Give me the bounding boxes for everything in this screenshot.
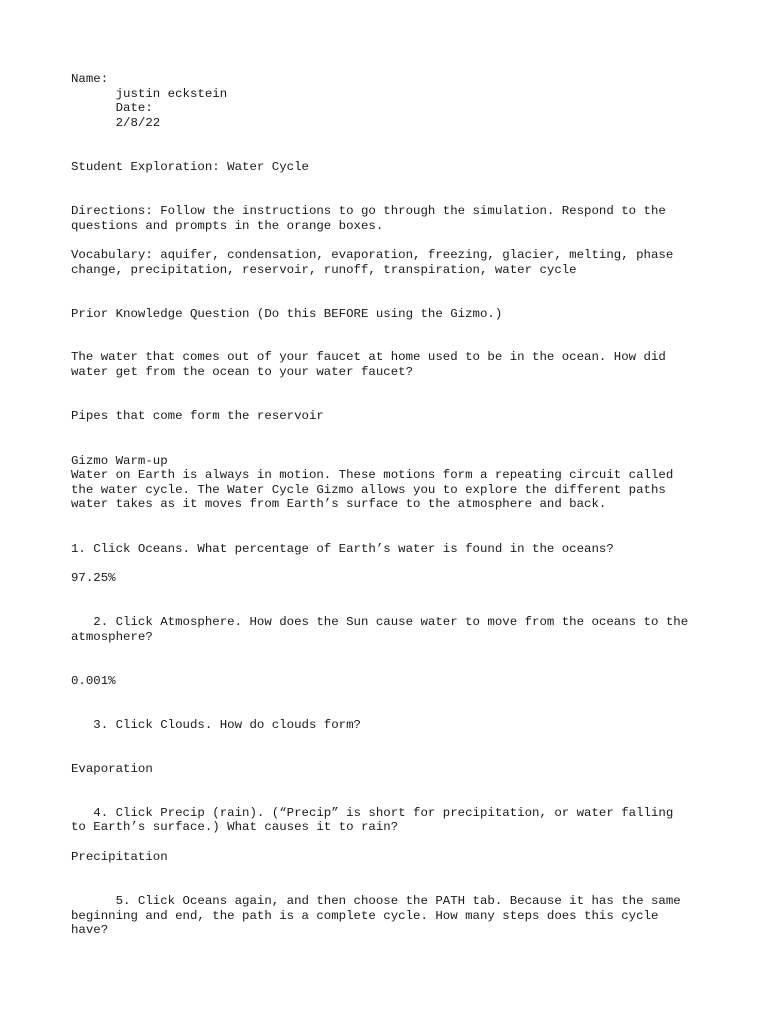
question-1: 1. Click Oceans. What percentage of Earth’s water is found in the oceans? — [71, 542, 614, 556]
warmup-intro-line: water takes as it moves from Earth’s surface to the atmosphere and back. — [71, 497, 607, 511]
directions-line: Directions: Follow the instructions to go through the simulation. Respond to the — [71, 204, 666, 218]
warmup-intro-line: Water on Earth is always in motion. These motions form a repeating circuit called — [71, 468, 674, 482]
question-2: 2. Click Atmosphere. How does the Sun cause water to move from the oceans to the — [71, 615, 689, 629]
question-5: have? — [71, 923, 109, 937]
answer-3: Evaporation — [71, 762, 153, 776]
question-4: 4. Click Precip (rain). (“Precip” is short for precipitation, or water falling — [71, 806, 674, 820]
date-value: 2/8/22 — [71, 116, 161, 130]
prior-knowledge-heading: Prior Knowledge Question (Do this BEFORE using the Gizmo.) — [71, 307, 503, 321]
answer-2: 0.001% — [71, 674, 116, 688]
warmup-intro-line: the water cycle. The Water Cycle Gizmo allows you to explore the different paths — [71, 483, 666, 497]
question-3: 3. Click Clouds. How do clouds form? — [71, 718, 361, 732]
answer-1: 97.25% — [71, 571, 116, 585]
name-label: Name: — [71, 72, 109, 86]
question-5: 5. Click Oceans again, and then choose the PATH tab. Because it has the same — [71, 894, 681, 908]
name-value: justin eckstein — [71, 87, 228, 101]
answer-4: Precipitation — [71, 850, 168, 864]
question-5: beginning and end, the path is a complete cycle. How many steps does this cycle — [71, 909, 659, 923]
document-title: Student Exploration: Water Cycle — [71, 160, 309, 174]
prior-knowledge-answer: Pipes that come form the reservoir — [71, 409, 324, 423]
warmup-heading: Gizmo Warm-up — [71, 454, 168, 468]
prior-knowledge-question: The water that comes out of your faucet at home used to be in the ocean. How did — [71, 350, 666, 364]
date-label: Date: — [71, 101, 153, 115]
directions-line: questions and prompts in the orange boxes. — [71, 219, 384, 233]
vocabulary-line: Vocabulary: aquifer, condensation, evaporation, freezing, glacier, melting, phase — [71, 248, 674, 262]
question-4: to Earth’s surface.) What causes it to rain? — [71, 820, 399, 834]
prior-knowledge-question: water get from the ocean to your water faucet? — [71, 365, 414, 379]
question-2: atmosphere? — [71, 630, 153, 644]
vocabulary-line: change, precipitation, reservoir, runoff, transpiration, water cycle — [71, 263, 577, 277]
